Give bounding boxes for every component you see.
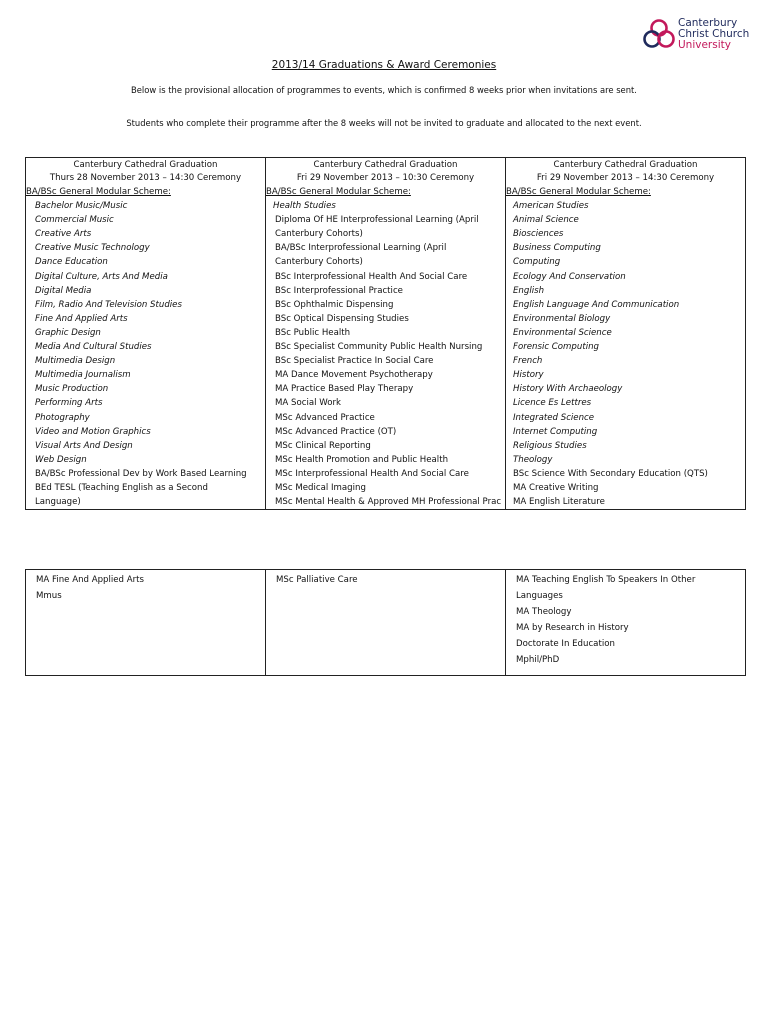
- list-item: MSc Advanced Practice (OT): [275, 426, 397, 437]
- list-item: BSc Interprofessional Health And Social Care: [275, 271, 468, 282]
- list-item: MSc Clinical Reporting: [275, 440, 371, 451]
- intro-text-1: Below is the provisional allocation of programmes to events, which is confirmed 8 weeks prior when invitations are sent.: [131, 85, 637, 95]
- column-header-2: [266, 158, 506, 186]
- list-item: MSc Palliative Care: [276, 575, 358, 585]
- list-item: Canterbury Cohorts): [275, 229, 363, 240]
- list-item: Creative Music Technology: [35, 243, 150, 254]
- page-title: 2013/14 Graduations & Award Ceremonies: [271, 59, 497, 71]
- list-item: Language): [35, 497, 81, 508]
- list-item: Integrated Science: [513, 412, 595, 423]
- list-item: Canterbury Cohorts): [275, 257, 363, 268]
- list-item: History: [513, 370, 544, 381]
- list-item: MA by Research in History: [516, 623, 629, 633]
- list-item: Business Computing: [513, 243, 601, 254]
- list-item: Health Studies: [273, 201, 336, 212]
- list-item: Ecology And Conservation: [513, 271, 626, 282]
- list-item: MA Teaching English To Speakers In Other: [516, 575, 696, 585]
- column-header-3: [506, 158, 746, 186]
- event-date-3: Fri 29 November 2013 – 14:30 Ceremony: [536, 173, 715, 183]
- table-body-row: [26, 570, 746, 676]
- column-3-items: [506, 199, 745, 509]
- list-item: Fine And Applied Arts: [35, 313, 128, 324]
- list-item: Graphic Design: [35, 327, 101, 338]
- list-item: Religious Studies: [513, 440, 587, 451]
- list-item: BA/BSc Interprofessional Learning (April: [275, 243, 447, 254]
- scheme-heading-3: BA/BSc General Modular Scheme:: [506, 187, 651, 197]
- list-item: BEd TESL (Teaching English as a Second: [35, 482, 208, 493]
- list-item: MA English Literature: [513, 497, 605, 508]
- list-item: Photography: [35, 412, 90, 423]
- table-body-row: [26, 185, 746, 510]
- list-item: French: [513, 356, 543, 367]
- list-item: Video and Motion Graphics: [35, 426, 151, 437]
- column-2-continued: [266, 570, 506, 676]
- event-date-2: Fri 29 November 2013 – 10:30 Ceremony: [296, 173, 475, 183]
- event-name-2: Canterbury Cathedral Graduation: [313, 160, 458, 170]
- list-item: MA Creative Writing: [513, 482, 599, 493]
- list-item: Environmental Biology: [513, 313, 611, 324]
- list-item: American Studies: [513, 201, 589, 212]
- list-item: MSc Interprofessional Health And Social Care: [275, 468, 469, 479]
- list-item: Digital Media: [35, 285, 92, 296]
- ceremony-table-continued: [25, 569, 746, 676]
- list-item: Computing: [513, 257, 561, 268]
- list-item: Commercial Music: [35, 215, 114, 226]
- list-item: Performing Arts: [35, 398, 103, 409]
- list-item: Doctorate In Education: [516, 639, 615, 649]
- column-3-continued: [506, 570, 746, 676]
- column-1-items: [26, 199, 265, 509]
- list-item: MA Theology: [516, 607, 572, 617]
- list-item: Multimedia Design: [35, 356, 116, 367]
- list-item: Visual Arts And Design: [35, 440, 133, 451]
- column-1-continued: [26, 570, 266, 676]
- logo-line-1: Canterbury: [678, 17, 738, 29]
- list-item: MA Dance Movement Psychotherapy: [275, 370, 433, 381]
- list-item: BSc Public Health: [275, 327, 351, 338]
- list-item: BSc Specialist Community Public Health Nursing: [275, 342, 483, 353]
- event-date-1: Thurs 28 November 2013 – 14:30 Ceremony: [49, 173, 242, 183]
- ceremony-table: [25, 157, 746, 510]
- event-name-3: Canterbury Cathedral Graduation: [553, 160, 698, 170]
- list-item: Dance Education: [35, 257, 108, 268]
- list-item: Web Design: [35, 454, 87, 465]
- list-item: Diploma Of HE Interprofessional Learning (April: [275, 215, 479, 226]
- list-item: Forensic Computing: [513, 342, 599, 353]
- list-item: MA Social Work: [275, 398, 341, 409]
- list-item: Film, Radio And Television Studies: [35, 299, 182, 310]
- list-item: Languages: [516, 591, 563, 601]
- list-item: BSc Ophthalmic Dispensing: [275, 299, 394, 310]
- university-logo: [640, 16, 760, 52]
- list-item: Biosciences: [513, 229, 564, 240]
- list-item: MSc Advanced Practice: [275, 412, 375, 423]
- intro-text-2: Students who complete their programme after the 8 weeks will not be invited to graduate and allocated to the next event.: [126, 118, 642, 128]
- list-item: Theology: [513, 454, 553, 465]
- list-item: MSc Mental Health & Approved MH Professional Prac: [275, 497, 502, 508]
- list-item: Music Production: [35, 384, 109, 395]
- list-item: BA/BSc Professional Dev by Work Based Learning: [35, 468, 247, 479]
- list-item: BSc Science With Secondary Education (QTS): [513, 468, 708, 479]
- logo-mark-icon: [642, 18, 676, 50]
- column-3-list: [506, 185, 746, 510]
- scheme-heading-1: BA/BSc General Modular Scheme:: [26, 187, 171, 197]
- logo-text: [678, 18, 749, 51]
- table-header-row: [26, 158, 746, 186]
- logo-line-2: Christ Church: [678, 28, 750, 40]
- list-item: Environmental Science: [513, 327, 612, 338]
- event-name-1: Canterbury Cathedral Graduation: [73, 160, 218, 170]
- list-item: MA Practice Based Play Therapy: [275, 384, 414, 395]
- list-item: BSc Interprofessional Practice: [275, 285, 403, 296]
- list-item: Digital Culture, Arts And Media: [35, 271, 168, 282]
- list-item: BSc Specialist Practice In Social Care: [275, 356, 434, 367]
- logo-line-3: University: [678, 39, 731, 51]
- list-item: BSc Optical Dispensing Studies: [275, 313, 409, 324]
- column-2-items: [266, 213, 505, 509]
- list-item: MSc Health Promotion and Public Health: [275, 454, 449, 465]
- scheme-heading-2: BA/BSc General Modular Scheme:: [266, 187, 411, 197]
- list-item: Bachelor Music/Music: [35, 201, 128, 212]
- column-1-list: [26, 185, 266, 510]
- list-item: MSc Medical Imaging: [275, 482, 366, 493]
- list-item: Media And Cultural Studies: [35, 342, 152, 353]
- list-item: Internet Computing: [513, 426, 598, 437]
- column-2-list: [266, 185, 506, 510]
- list-item: Multimedia Journalism: [35, 370, 131, 381]
- list-item: English Language And Communication: [513, 299, 680, 310]
- list-item: MA Fine And Applied Arts: [36, 575, 145, 585]
- list-item: Creative Arts: [35, 229, 92, 240]
- column-header-1: [26, 158, 266, 186]
- list-item: English: [513, 285, 545, 296]
- list-item: Animal Science: [513, 215, 579, 226]
- list-item: History With Archaeology: [513, 384, 623, 395]
- list-item: Mmus: [36, 591, 62, 601]
- list-item: Licence Es Lettres: [513, 398, 592, 409]
- list-item: Mphil/PhD: [516, 655, 560, 665]
